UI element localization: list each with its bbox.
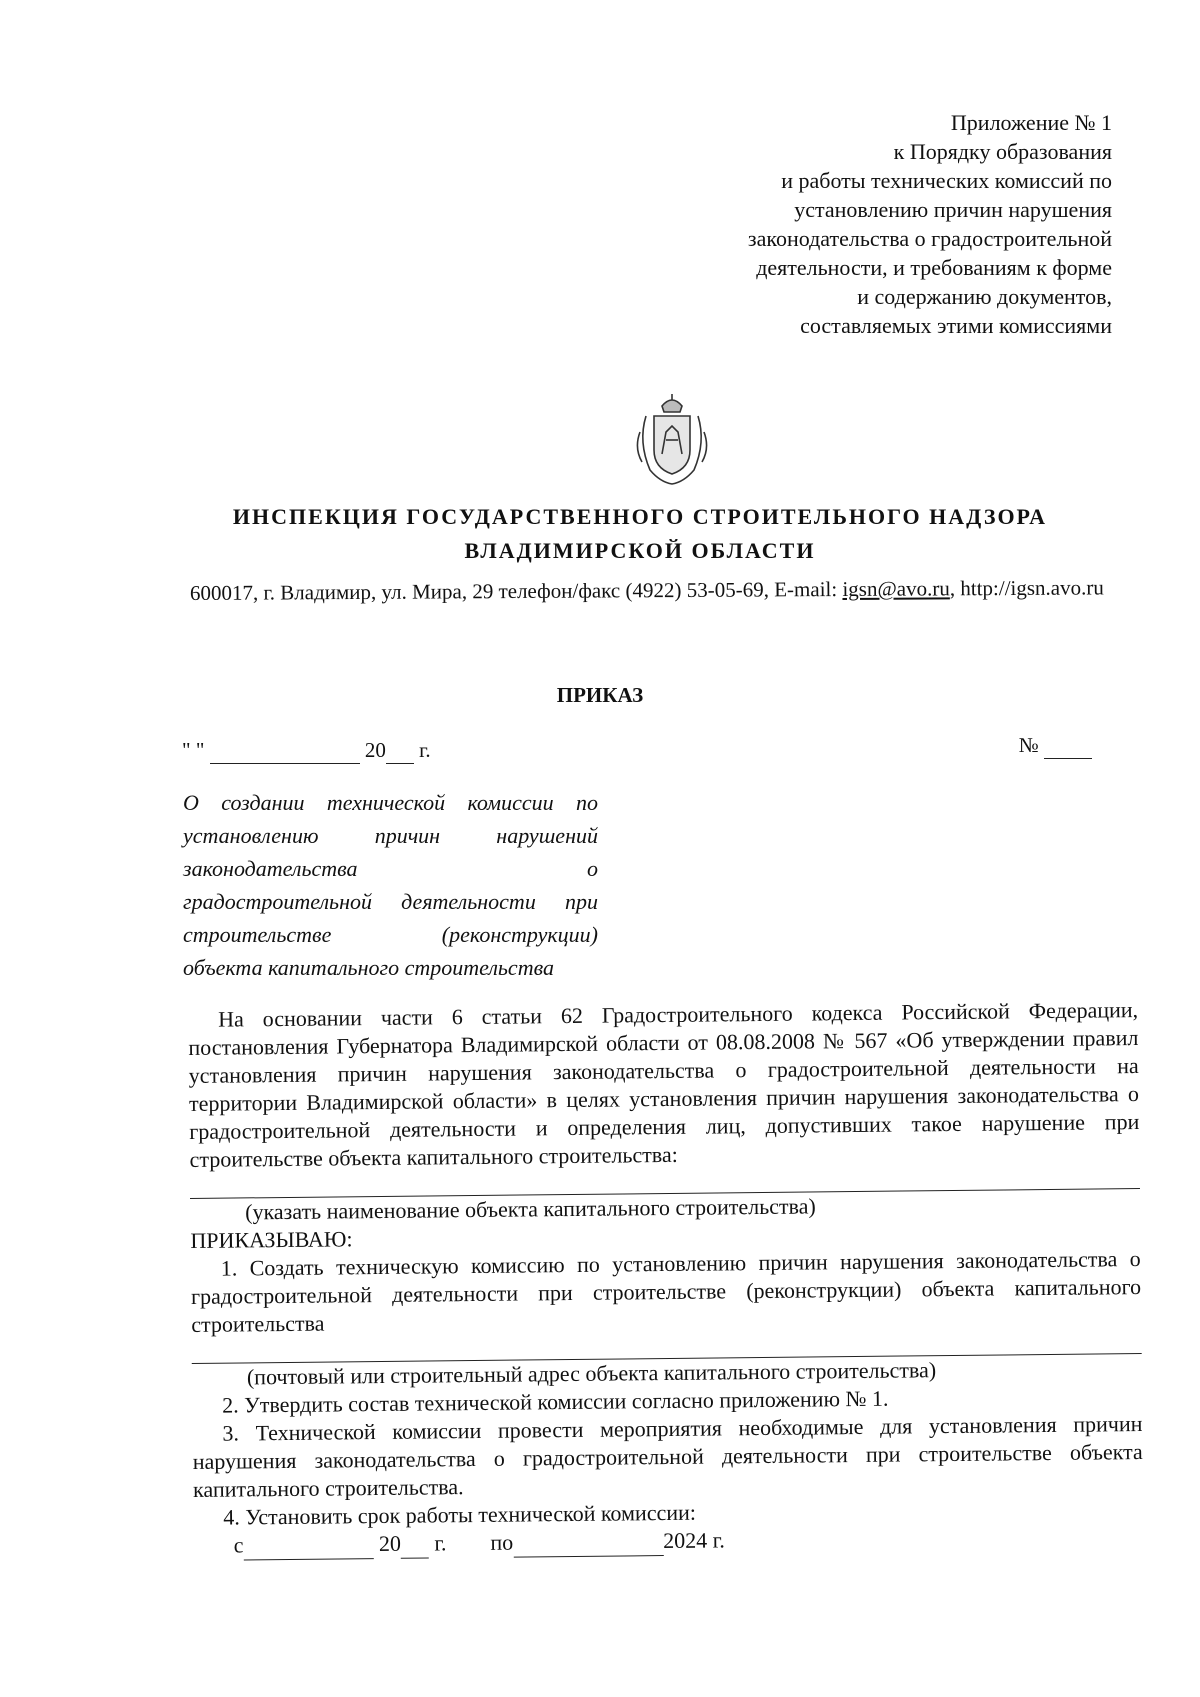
term-to-label: по xyxy=(490,1529,514,1555)
subject-line: О создании технической комиссии по xyxy=(183,790,598,815)
object-name-caption: (указать наименование объекта капитального строительства) xyxy=(245,1193,816,1225)
order-item-1: 1. Создать техническую комиссию по установлению причин нарушения законодательства о градостроительной деятельности при строительстве (реконструкции) объекта капитального строительства xyxy=(190,1246,1142,1337)
order-item-3: 3. Технической комиссии провести мероприятия необходимые для установления причин нарушения законодательства о градостроительной деятельности при строительстве объекта капитального строительства. xyxy=(192,1411,1143,1502)
term-end: 2024 г. xyxy=(663,1527,725,1554)
appendix-line: Приложение № 1 xyxy=(950,110,1112,135)
organization-line-1: ИНСПЕКЦИЯ ГОСУДАРСТВЕННОГО СТРОИТЕЛЬНОГО НАДЗОРА xyxy=(232,504,1048,529)
date-suffix: г. xyxy=(419,738,431,762)
subject-line: строительстве (реконструкции) xyxy=(183,922,598,947)
date-field xyxy=(182,738,431,764)
number-blank xyxy=(1044,733,1092,759)
order-subject xyxy=(183,786,598,984)
appendix-line: к Порядку образования xyxy=(893,139,1112,164)
organization-line-2: ВЛАДИМИРСКОЙ ОБЛАСТИ xyxy=(464,538,816,563)
term-year: 20 xyxy=(378,1530,402,1557)
term-from-blank xyxy=(243,1530,373,1560)
date-blank xyxy=(210,738,360,764)
subject-line: законодательства о xyxy=(183,856,598,881)
appendix-line: составляемых этими комиссиями xyxy=(800,313,1112,338)
term-from-label: с xyxy=(233,1532,244,1558)
year-blank xyxy=(386,738,414,764)
order-body xyxy=(188,996,1144,1561)
appendix-block xyxy=(592,108,1112,340)
appendix-line: деятельности, и требованиям к форме xyxy=(756,255,1112,280)
order-label: ПРИКАЗЫВАЮ: xyxy=(190,1226,353,1253)
address-text: 600017, г. Владимир, ул. Мира, 29 телефон/факс (4922) 53-05-69, E-mail: xyxy=(189,577,843,605)
order-item-4: 4. Установить срок работы технической комиссии: xyxy=(223,1499,697,1530)
coat-of-arms-icon xyxy=(632,392,712,488)
contact-line xyxy=(190,575,1170,606)
term-to-blank xyxy=(513,1527,663,1558)
term-g: г. xyxy=(434,1530,447,1556)
organization-name xyxy=(200,500,1080,568)
document-title: ПРИКАЗ xyxy=(556,683,644,707)
order-item-2: 2. Утвердить состав технической комиссии согласно приложению № 1. xyxy=(222,1385,889,1418)
subject-line: объекта капитального строительства xyxy=(183,955,554,980)
preamble-paragraph: На основании части 6 статьи 62 Градостроительного кодекса Российской Федерации, постановления Губернатора Владимирской области от 08.08.2008 № 567 «Об утверждении правил установления причин нарушения законодательства о градостроительной деятельности на территории Владимирской области» в целях установления причин нарушения законодательства о градостроительной деятельности и определения лиц, допустивших такое нарушение при строительстве объекта капитального строительства: xyxy=(188,997,1140,1172)
address-caption: (почтовый или строительный адрес объекта капитального строительства) xyxy=(246,1357,937,1390)
term-year-blank xyxy=(401,1530,429,1559)
appendix-line: и работы технических комиссий по xyxy=(781,168,1112,193)
subject-line: градостроительной деятельности при xyxy=(183,889,598,914)
date-year: 20 xyxy=(364,738,386,762)
email-link[interactable]: igsn@avo.ru xyxy=(842,576,950,602)
appendix-line: и содержанию документов, xyxy=(857,284,1112,309)
website-text: , http://igsn.avo.ru xyxy=(949,575,1104,601)
appendix-line: законодательства о градостроительной xyxy=(747,226,1112,251)
date-quotes: " " xyxy=(182,738,205,762)
number-field xyxy=(1019,733,1092,759)
number-label: № xyxy=(1018,733,1039,757)
subject-line: установлению причин нарушений xyxy=(183,823,598,848)
appendix-line: установлению причин нарушения xyxy=(794,197,1112,222)
